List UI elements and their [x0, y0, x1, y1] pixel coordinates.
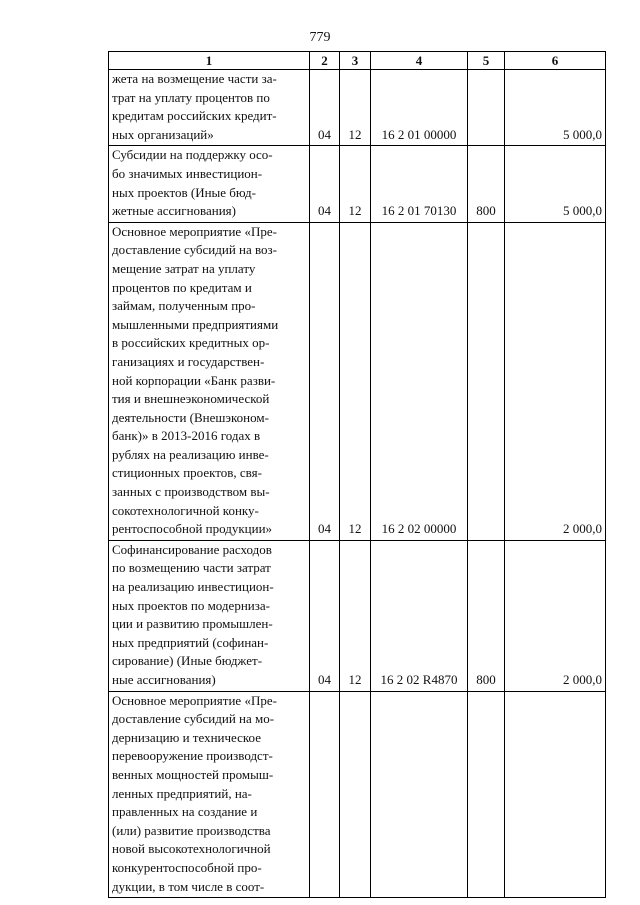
expense-type-cell — [468, 691, 505, 898]
subsection-cell: 12 — [340, 222, 371, 540]
amount-cell: 2 000,0 — [505, 540, 606, 691]
expense-type-cell — [468, 70, 505, 146]
section-cell — [310, 691, 340, 898]
header-col-6: 6 — [505, 52, 606, 70]
expense-type-cell — [468, 222, 505, 540]
table-row — [109, 691, 606, 898]
amount-cell: 2 000,0 — [505, 222, 606, 540]
header-col-5: 5 — [468, 52, 505, 70]
row-name-cell: Основное мероприятие «Пре- доставление субсидий на мо- дернизацию и техническое перевооружение производст- венных мощностей промыш- ленных предприятий, на- правленных на создание и (или) развитие производства новой высокотехнологичной конкурентоспособной про- дукции, в том числе в соот- — [109, 691, 310, 898]
table-row — [109, 146, 606, 222]
amount-cell — [505, 691, 606, 898]
table-row — [109, 222, 606, 540]
row-name-cell: Основное мероприятие «Пре- доставление субсидий на воз- мещение затрат на уплату процентов по кредитам и займам, полученным про- мышленными предприятиями в российских кредитных ор- ганизациях и государствен- ной корпорации «Банк разви- тия и внешнеэкономической деятельности (Внешэконом- банк)» в 2013-2016 годах в рублях на реализацию инве- стиционных проектов, свя- занных с производством вы- сокотехнологичной конку- рентоспособной продукции» — [109, 222, 310, 540]
header-row — [109, 52, 606, 70]
subsection-cell: 12 — [340, 146, 371, 222]
amount-cell: 5 000,0 — [505, 146, 606, 222]
target-article-cell: 16 2 01 70130 — [371, 146, 468, 222]
expense-type-cell: 800 — [468, 146, 505, 222]
table-row — [109, 70, 606, 146]
section-cell: 04 — [310, 70, 340, 146]
table-row — [109, 540, 606, 691]
section-cell: 04 — [310, 222, 340, 540]
expense-type-cell: 800 — [468, 540, 505, 691]
budget-table — [108, 51, 606, 898]
header-col-2: 2 — [310, 52, 340, 70]
section-cell: 04 — [310, 146, 340, 222]
subsection-cell — [340, 691, 371, 898]
row-name-cell: Софинансирование расходов по возмещению части затрат на реализацию инвестицион- ных проектов по модерниза- ции и развитию промышлен- ных предприятий (софинан- сирование) (Иные бюджет- ные ассигнования) — [109, 540, 310, 691]
target-article-cell: 16 2 02 R4870 — [371, 540, 468, 691]
target-article-cell: 16 2 01 00000 — [371, 70, 468, 146]
row-name-cell: жета на возмещение части за- трат на уплату процентов по кредитам российских кредит- ных организаций» — [109, 70, 310, 146]
section-cell: 04 — [310, 540, 340, 691]
header-col-1: 1 — [109, 52, 310, 70]
target-article-cell: 16 2 02 00000 — [371, 222, 468, 540]
target-article-cell — [371, 691, 468, 898]
header-col-3: 3 — [340, 52, 371, 70]
header-col-4: 4 — [371, 52, 468, 70]
subsection-cell: 12 — [340, 70, 371, 146]
amount-cell: 5 000,0 — [505, 70, 606, 146]
subsection-cell: 12 — [340, 540, 371, 691]
page-number: 779 — [309, 30, 331, 45]
row-name-cell: Субсидии на поддержку осо- бо значимых инвестицион- ных проектов (Иные бюд- жетные ассигнования) — [109, 146, 310, 222]
